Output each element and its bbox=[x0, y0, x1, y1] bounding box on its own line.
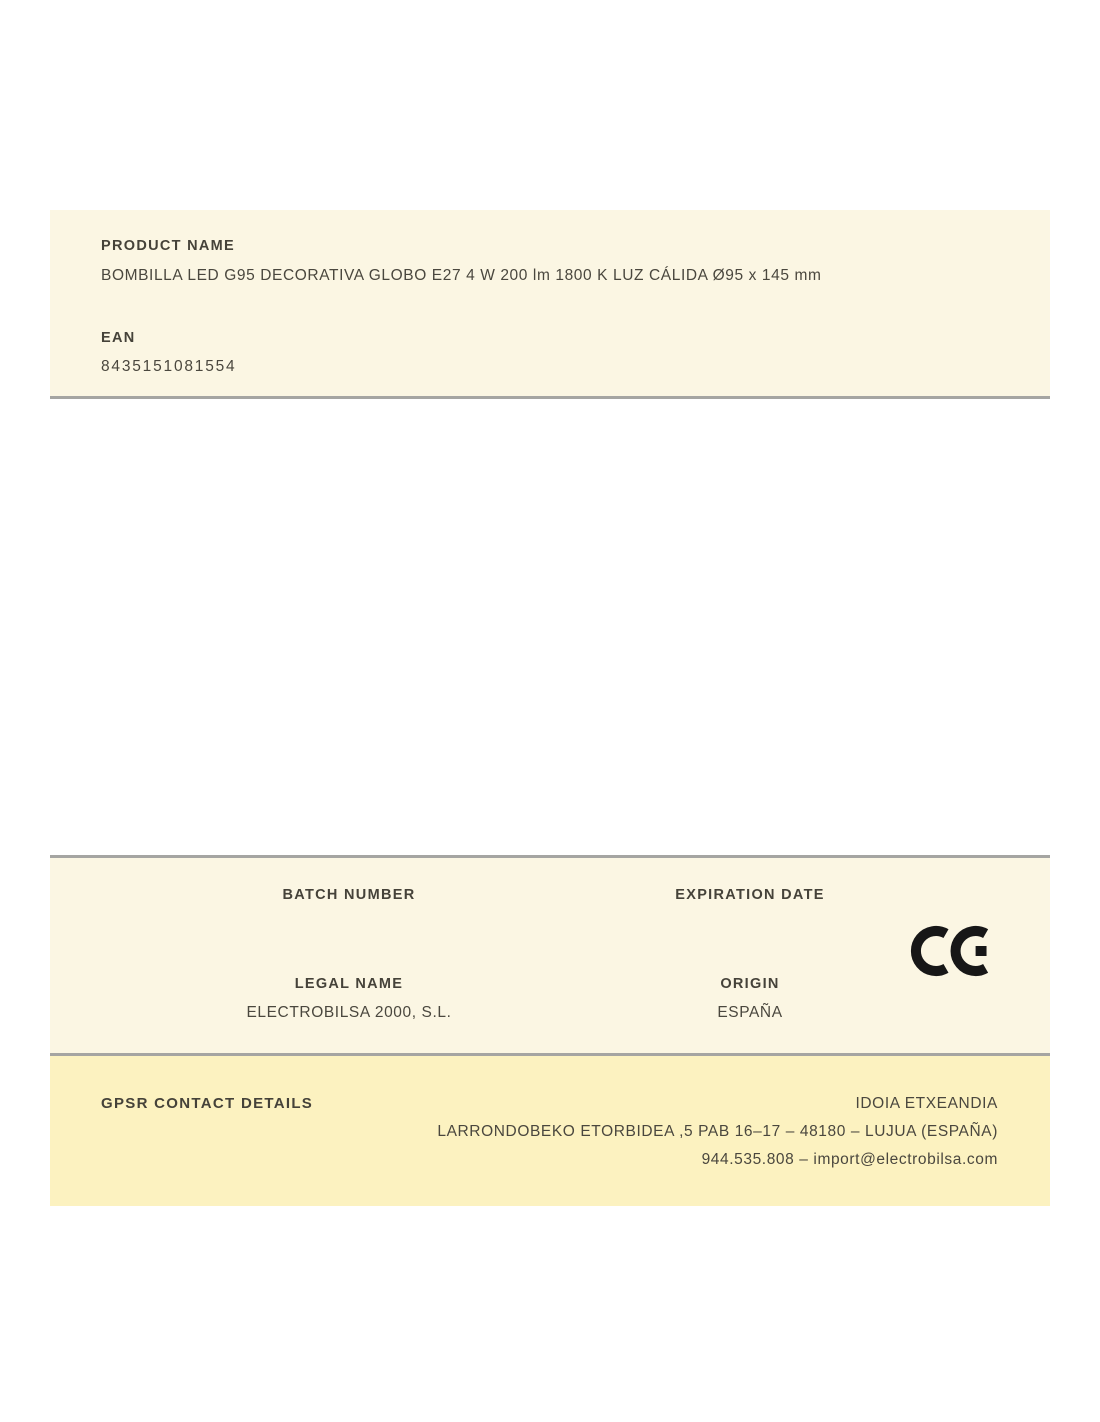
origin-label: ORIGIN bbox=[720, 976, 780, 992]
product-info-section bbox=[50, 210, 1050, 399]
gpsr-contact-block bbox=[313, 1090, 998, 1174]
origin-value: ESPAÑA bbox=[717, 1004, 783, 1021]
legal-name-label: LEGAL NAME bbox=[294, 976, 404, 992]
contact-phone-email: 944.535.808 – import@electrobilsa.com bbox=[701, 1151, 998, 1168]
product-name-value: BOMBILLA LED G95 DECORATIVA GLOBO E27 4 W 200 lm 1800 K LUZ CÁLIDA Ø95 x 145 mm bbox=[101, 267, 822, 284]
contact-address: LARRONDOBEKO ETORBIDEA ,5 PAB 16–17 – 48180 – LUJUA (ESPAÑA) bbox=[437, 1123, 998, 1140]
expiration-date-label: EXPIRATION DATE bbox=[675, 887, 825, 903]
gpsr-contact-section bbox=[50, 1056, 1050, 1206]
gpsr-contact-details-label: GPSR CONTACT DETAILS bbox=[101, 1095, 314, 1112]
ean-value: 8435151081554 bbox=[101, 358, 237, 375]
batch-number-label: BATCH NUMBER bbox=[282, 887, 416, 903]
ean-label: EAN bbox=[101, 330, 136, 346]
product-name-label: PRODUCT NAME bbox=[101, 238, 236, 254]
ce-mark-icon bbox=[910, 920, 992, 982]
contact-name: IDOIA ETXEANDIA bbox=[855, 1095, 998, 1112]
legal-name-value: ELECTROBILSA 2000, S.L. bbox=[246, 1004, 452, 1021]
batch-legal-section bbox=[50, 855, 1050, 1056]
